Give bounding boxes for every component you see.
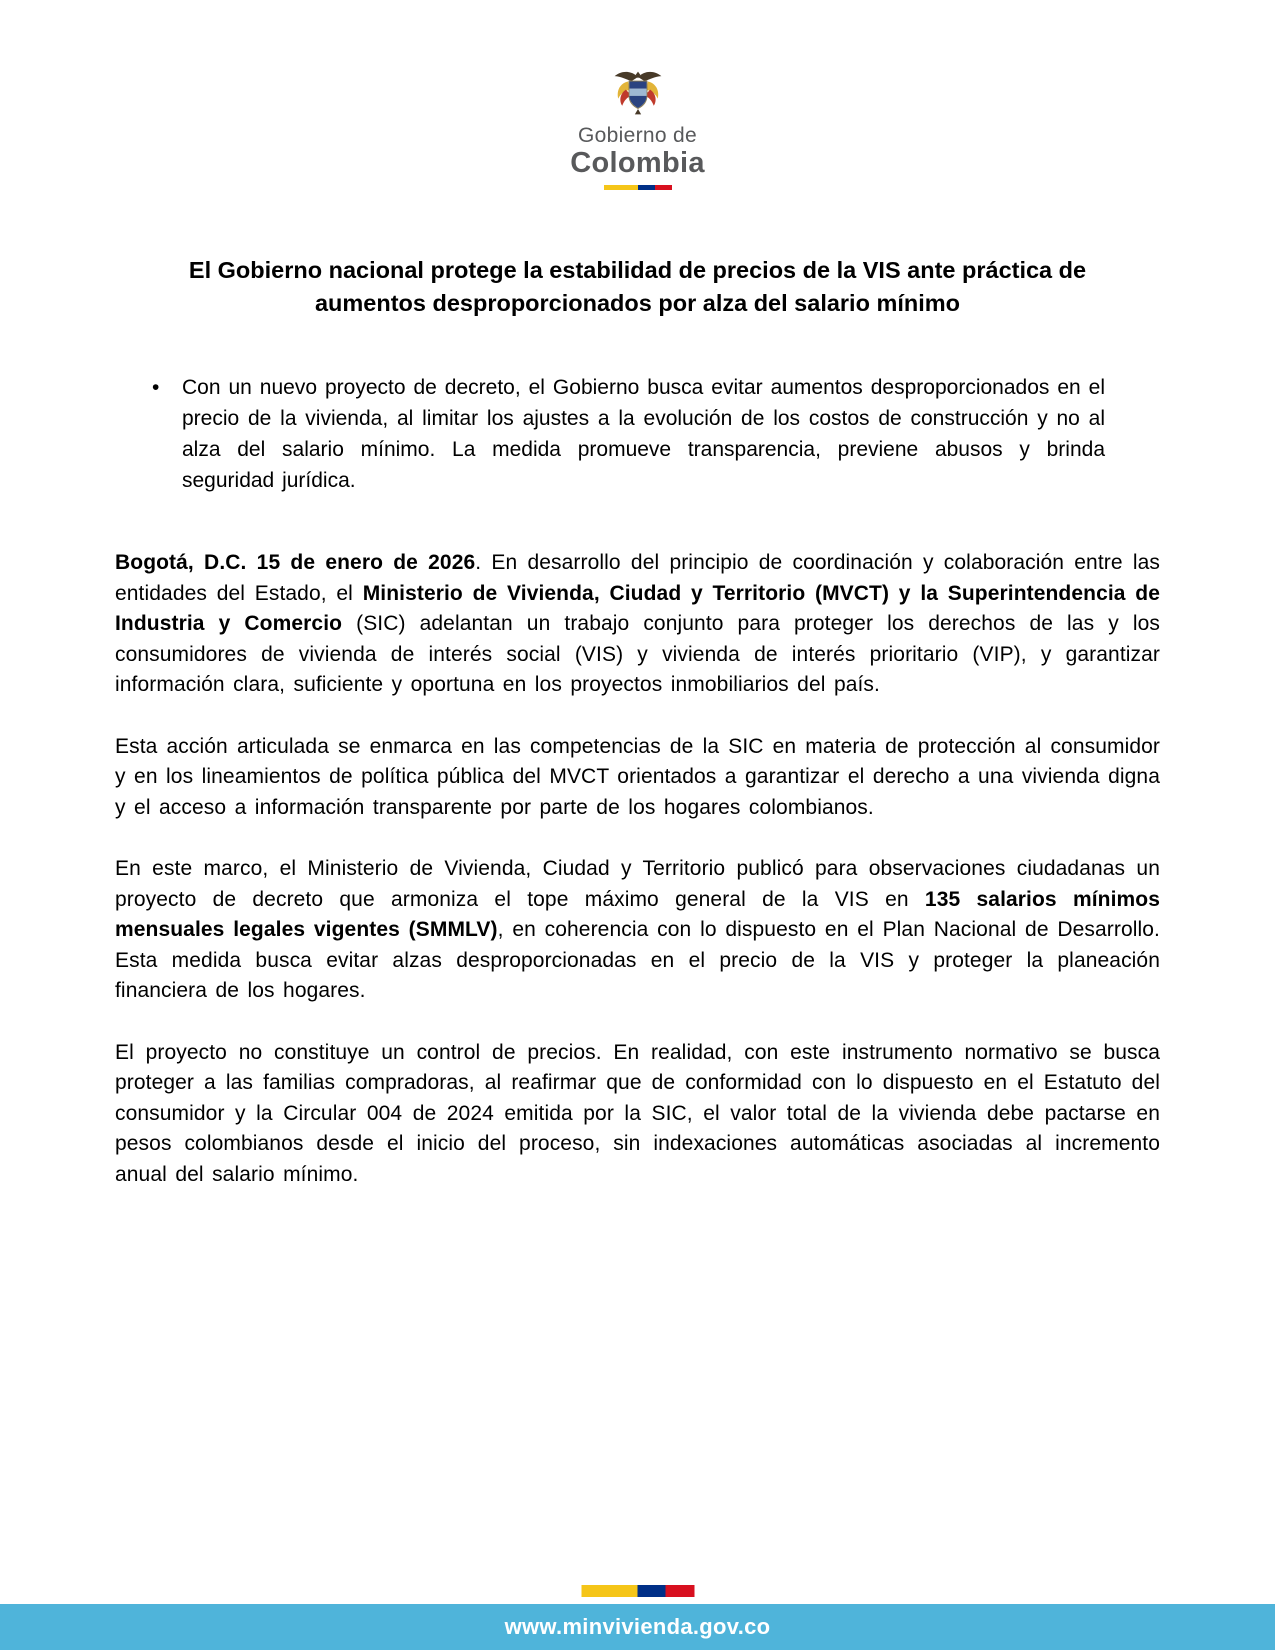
flag-yellow-band: [581, 1585, 638, 1597]
body-paragraph: En este marco, el Ministerio de Vivienda, Ciudad y Territorio publicó para observaciones ciudadanas un proyecto de decreto que armoniza el tope máximo general de la VIS en 135 salarios mínimos mensuales legales vigentes (SMMLV), en coherencia con lo dispuesto en el Plan Nacional de Desarrollo. Esta medida busca evitar alzas desproporcionadas en el precio de la VIS y proteger la planeación financiera de los hogares.: [115, 857, 1160, 1003]
colombia-coat-of-arms-icon: [609, 68, 667, 122]
flag-red-band: [655, 185, 672, 190]
bullet-marker: •: [152, 376, 160, 400]
flag-blue-band: [638, 1585, 666, 1597]
logo-text-gobierno-de: Gobierno de: [578, 124, 697, 147]
footer-url-link[interactable]: www.minvivienda.gov.co: [504, 1614, 771, 1639]
flag-red-band: [666, 1585, 694, 1597]
body-paragraph: Esta acción articulada se enmarca en las competencias de la SIC en materia de protección al consumidor y en los lineamientos de política pública del MVCT orientados a garantizar el derecho a una vivienda digna y el acceso a información transparente por parte de los hogares colombianos.: [115, 734, 1160, 819]
flag-blue-band: [638, 185, 655, 190]
colombia-flag-stripe: [604, 185, 672, 190]
footer-bar: [0, 1604, 1275, 1650]
footer-flag-stripe: [581, 1585, 694, 1597]
body-paragraph: El proyecto no constituye un control de precios. En realidad, con este instrumento normativo se busca proteger a las familias compradoras, al reafirmar que de conformidad con lo dispuesto en el Estatuto del consumidor y la Circular 004 de 2024 emitida por la SIC, el valor total de la vivienda debe pactarse en pesos colombianos desde el inicio del proceso, sin indexaciones automáticas asociadas al incremento anual del salario mínimo.: [115, 1040, 1160, 1186]
logo-text-colombia: Colombia: [570, 147, 705, 179]
body-paragraphs: [115, 548, 1160, 1190]
summary-bullet-list: [152, 372, 1105, 496]
body-paragraph: Bogotá, D.C. 15 de enero de 2026. En desarrollo del principio de coordinación y colaboración entre las entidades del Estado, el Ministerio de Vivienda, Ciudad y Territorio (MVCT) y la Superintendencia de Industria y Comercio (SIC) adelantan un trabajo conjunto para proteger los derechos de las y los consumidores de vivienda de interés social (VIS) y vivienda de interés prioritario (VIP), y garantizar información clara, suficiente y oportuna en los proyectos inmobiliarios del país.: [115, 551, 1161, 697]
bullet-item: [152, 372, 1105, 496]
bullet-text: Con un nuevo proyecto de decreto, el Gobierno busca evitar aumentos desproporcionados en el precio de la vivienda, al limitar los ajustes a la evolución de los costos de construcción y no al alza del salario mínimo. La medida promueve transparencia, previene abusos y brinda seguridad jurídica.: [182, 376, 1105, 493]
flag-yellow-band: [604, 185, 638, 190]
press-release-title: El Gobierno nacional protege la estabilidad de precios de la VIS ante práctica de aumentos desproporcionados por alza del salario mínimo: [188, 257, 1087, 317]
government-logo: [0, 0, 1275, 190]
